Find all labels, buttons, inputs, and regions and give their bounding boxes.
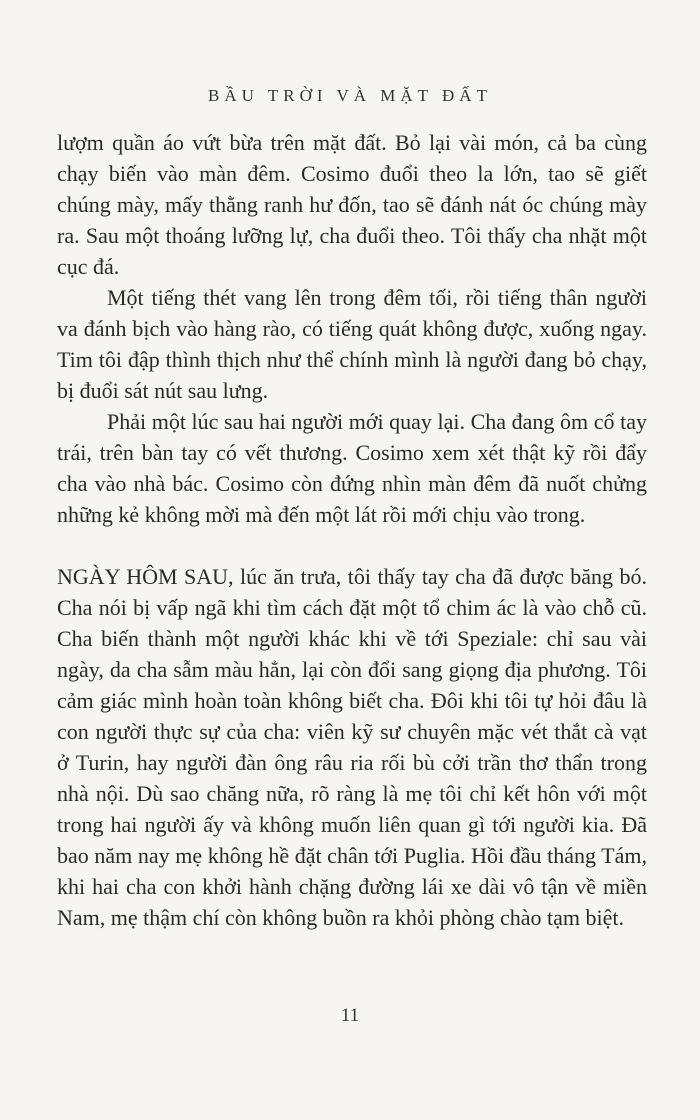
page-number: 11 — [340, 1005, 360, 1026]
paragraph: Một tiếng thét vang lên trong đêm tối, rồi tiếng thân người va đánh bịch vào hàng rào, có tiếng quát không được, xuống ngay. Tim tôi đập thình thịch như thể chính mình là người đang bỏ chạy, bị đuổi sát nút sau lưng. — [57, 285, 647, 403]
running-header: BẦU TRỜI VÀ MẶT ĐẤT — [208, 86, 492, 105]
paragraph: Phải một lúc sau hai người mới quay lại. Cha đang ôm cổ tay trái, trên bàn tay có vết thương. Cosimo xem xét thật kỹ rồi đẩy cha vào nhà bác. Cosimo còn đứng nhìn màn đêm đã nuốt chửng những kẻ không mời mà đến một lát rồi mới chịu vào trong. — [57, 409, 647, 527]
paragraph-section-start: NGÀY HÔM SAU, lúc ăn trưa, tôi thấy tay cha đã được băng bó. Cha nói bị vấp ngã khi tìm cách đặt một tổ chim ác là vào chỗ cũ. Cha biến thành một người khác khi về tới Speziale: chỉ sau vài ngày, da cha sẫm màu hẳn, lại còn đổi sang giọng địa phương. Tôi cảm giác mình hoàn toàn không biết cha. Đôi khi tôi tự hỏi đâu là con người thực sự của cha: viên kỹ sư chuyên mặc vét thắt cà vạt ở Turin, hay người đàn ông râu ria rối bù cởi trần thơ thẩn trong nhà nội. Dù sao chăng nữa, rõ ràng là mẹ tôi chỉ kết hôn với một trong hai người ấy và không muốn liên quan gì tới người kia. Đã bao năm nay mẹ không hề đặt chân tới Puglia. Hồi đầu tháng Tám, khi hai cha con khởi hành chặng đường lái xe dài vô tận về miền Nam, mẹ thậm chí còn không buồn ra khỏi phòng chào tạm biệt. — [57, 564, 647, 930]
body-text-block — [57, 127, 647, 933]
paragraph-continuation: lượm quần áo vứt bừa trên mặt đất. Bỏ lại vài món, cả ba cùng chạy biến vào màn đêm. Cosimo đuổi theo la lớn, tao sẽ giết chúng mày, mấy thằng ranh hư đốn, tao sẽ đánh nát óc chúng mày ra. Sau một thoáng lưỡng lự, cha đuổi theo. Tôi thấy cha nhặt một cục đá. — [57, 130, 647, 279]
